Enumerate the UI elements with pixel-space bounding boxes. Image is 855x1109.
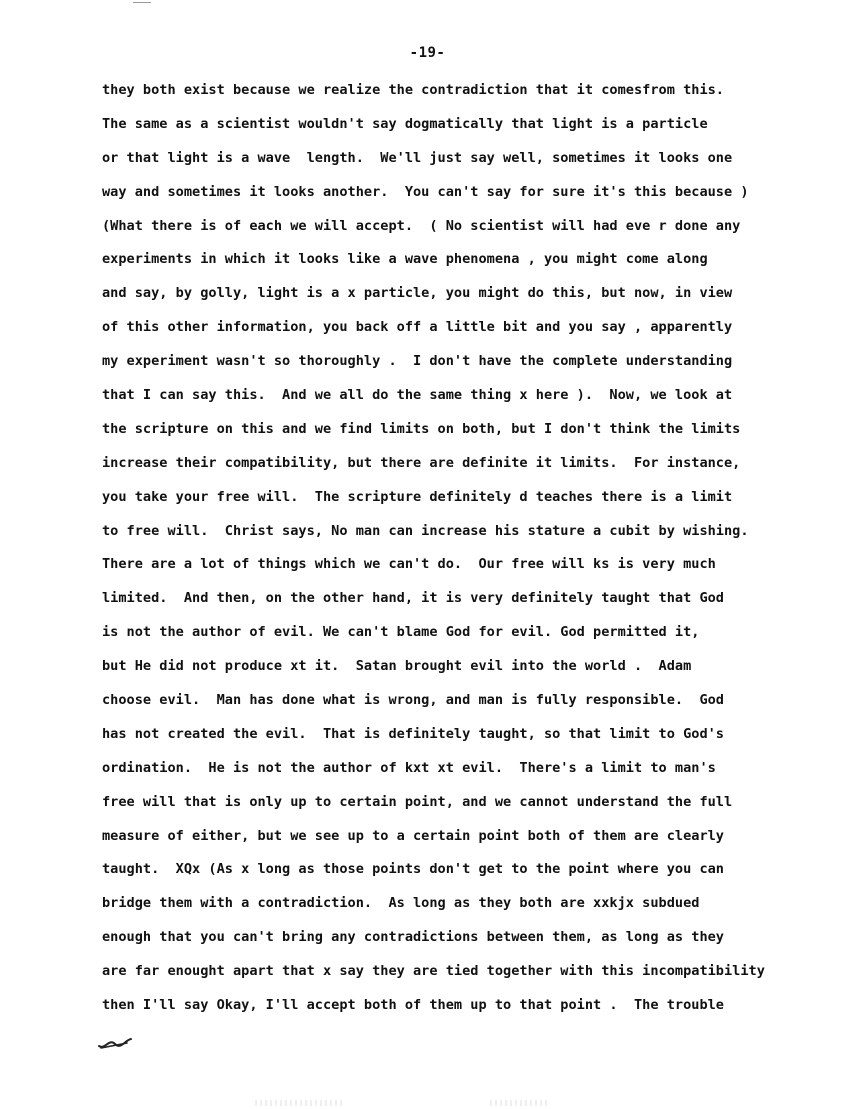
text-line: There are a lot of things which we can't do. Our free will ks is very much [102, 556, 716, 573]
text-line: (What there is of each we will accept. ( No scientist will had eve r done any [102, 217, 741, 234]
text-line: enough that you can't bring any contradictions between them, as long as they [102, 929, 724, 946]
text-line: free will that is only up to certain point, and we cannot understand the full [102, 793, 733, 810]
text-line: of this other information, you back off a little bit and you say , apparently [102, 319, 733, 336]
text-line: measure of either, but we see up to a certain point both of them are clearly [102, 827, 724, 844]
page-number: -19- [409, 45, 446, 61]
text-line: they both exist because we realize the contradiction that it comesfrom this. [102, 82, 724, 98]
text-line: that I can say this. And we all do the same thing x here ). Now, we look at [102, 387, 733, 404]
text-line: the scripture on this and we find limits on both, but I don't think the limits [102, 420, 741, 437]
text-line: has not created the evil. That is definitely taught, so that limit to God's [102, 725, 724, 742]
text-line: way and sometimes it looks another. You can't say for sure it's this because ) [102, 183, 749, 200]
text-line: bridge them with a contradiction. As long as they both are xxkjx subdued [102, 895, 700, 912]
text-line: ordination. He is not the author of kxt xt evil. There's a limit to man's [102, 759, 716, 776]
scan-noise-left [255, 1100, 345, 1106]
text-line: my experiment wasn't so thoroughly . I don't have the complete understanding [102, 353, 733, 370]
text-line: limited. And then, on the other hand, it is very definitely taught that God [102, 590, 724, 607]
text-line: or that light is a wave length. We'll just say well, sometimes it looks one [102, 149, 733, 166]
text-line: increase their compatibility, but there are definite it limits. For instance, [102, 454, 741, 471]
text-line: to free will. Christ says, No man can increase his stature a cubit by wishing. [102, 522, 749, 539]
scan-noise-right [490, 1100, 550, 1106]
body-text [102, 80, 802, 1029]
text-line: is not the author of evil. We can't blame God for evil. God permitted it, [102, 624, 700, 641]
text-line: choose evil. Man has done what is wrong, and man is fully responsible. God [102, 692, 724, 709]
text-line: are far enought apart that x say they are tied together with this incompatibility [102, 963, 765, 980]
text-line: and say, by golly, light is a x particle, you might do this, but now, in view [102, 285, 733, 302]
text-line: but He did not produce xt it. Satan brought evil into the world . Adam [102, 658, 692, 675]
handwritten-squiggle-mark [97, 1036, 133, 1052]
text-line: you take your free will. The scripture definitely d teaches there is a limit [102, 488, 733, 505]
text-line: experiments in which it looks like a wave phenomena , you might come along [102, 251, 708, 268]
top-scan-mark [133, 2, 151, 3]
text-line: taught. XQx (As x long as those points don't get to the point where you can [102, 861, 724, 878]
text-line: The same as a scientist wouldn't say dogmatically that light is a particle [102, 115, 708, 132]
text-line: then I'll say Okay, I'll accept both of them up to that point . The trouble [102, 997, 724, 1014]
